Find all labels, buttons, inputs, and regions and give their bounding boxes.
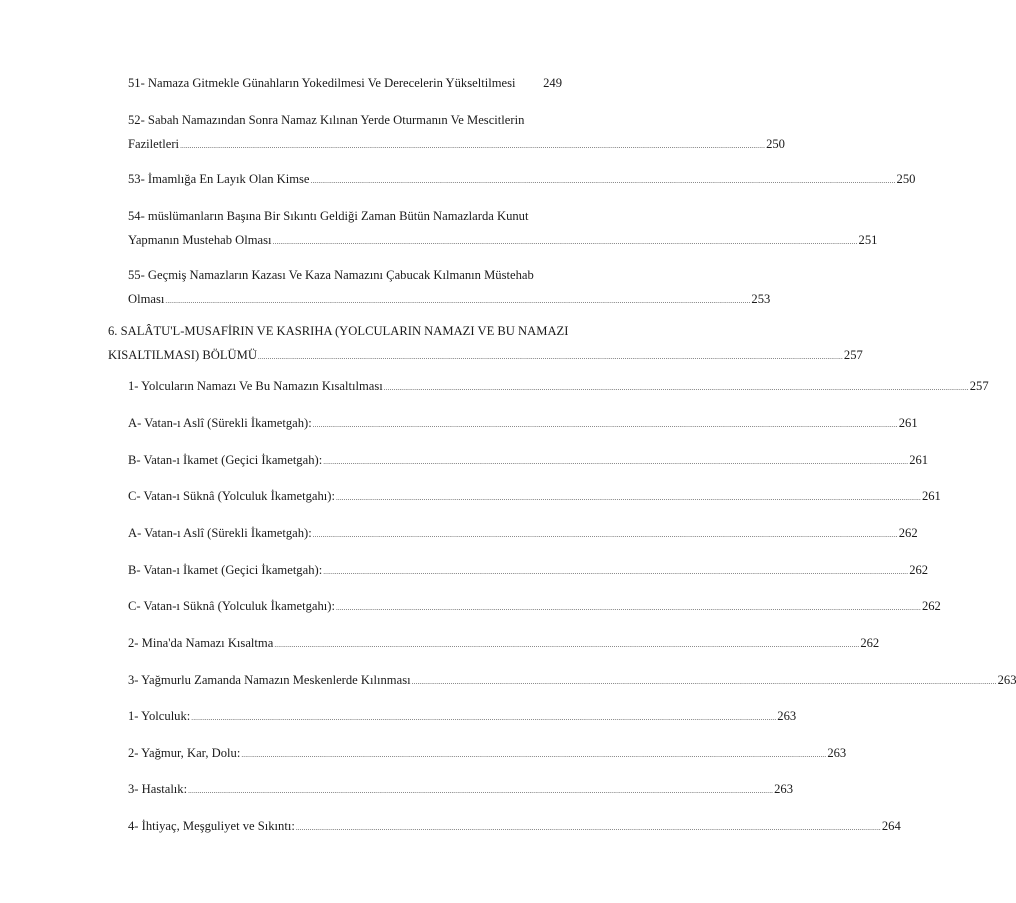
dot-leader: ............................................................................................................................................................................................................................................................................................................ — [335, 494, 921, 502]
toc-entry[interactable] — [128, 817, 901, 837]
toc-entry[interactable] — [128, 377, 989, 397]
toc-entry-title: 2- Yağmur, Kar, Dolu: — [128, 746, 241, 760]
toc-entry-title: C- Vatan-ı Süknâ (Yolculuk İkametgahı): — [128, 489, 335, 503]
toc-entry-page: 261 — [909, 453, 929, 467]
toc-entry[interactable] — [128, 414, 918, 434]
toc-entry[interactable] — [128, 74, 562, 92]
toc-entry-title: 3- Yağmurlu Zamanda Namazın Meskenlerde Kılınması — [128, 673, 411, 687]
toc-entry[interactable] — [128, 487, 941, 507]
toc-entry-page: 262 — [921, 599, 941, 613]
toc-entry-title: 52- Sabah Namazından Sonra Namaz Kılınan Yerde Oturmanın Ve Mescitlerin — [128, 113, 525, 127]
toc-entry[interactable] — [128, 780, 793, 800]
toc-entry[interactable] — [128, 744, 847, 764]
toc-entry[interactable] — [128, 451, 929, 471]
toc-entry-page: 263 — [774, 782, 793, 796]
toc-entry-title: 1- Yolcuların Namazı Ve Bu Namazın Kısaltılması — [128, 379, 383, 393]
toc-entry-page: 262 — [909, 563, 929, 577]
toc-entry-title-cont: Yapmanın Mustehab Olması — [128, 233, 272, 247]
toc-chapter-entry[interactable] — [108, 322, 863, 366]
dot-leader: ............................................................................................................................................................................................................................................................................................................ — [310, 177, 896, 185]
dot-leader: ............................................................................................................................................................................................................................................................................................................ — [274, 641, 860, 649]
toc-entry-page: 250 — [896, 172, 916, 186]
toc-entry[interactable] — [128, 671, 1016, 691]
dot-leader: ............................................................................................................................................................................................................................................................................................................ — [335, 604, 921, 612]
toc-entry[interactable] — [128, 170, 916, 190]
dot-leader: ............................................................................................................................................................................................................................................................................................................ — [312, 531, 898, 539]
toc-entry[interactable] — [128, 111, 785, 155]
toc-entry-title: 2- Mina'da Namazı Kısaltma — [128, 636, 274, 650]
toc-entry-page: 251 — [858, 233, 878, 247]
toc-entry-title: B- Vatan-ı İkamet (Geçici İkametgah): — [128, 453, 323, 467]
toc-entry-title: 53- İmamlığa En Layık Olan Kimse — [128, 172, 310, 186]
toc-entry-title: C- Vatan-ı Süknâ (Yolculuk İkametgahı): — [128, 599, 335, 613]
dot-leader: ............................................................................................................................................................................................................................................................................................................ — [180, 142, 766, 150]
toc-entry[interactable] — [128, 707, 797, 727]
toc-entry-title: 54- müslümanların Başına Bir Sıkıntı Geldiği Zaman Bütün Namazlarda Kunut — [128, 209, 529, 223]
toc-chapter-title-cont: KISALTILMASI) BÖLÜMÜ — [108, 348, 257, 362]
toc-entry[interactable] — [128, 266, 771, 310]
dot-leader: ............................................................................................................................................................................................................................................................................................................ — [323, 568, 909, 576]
dot-leader: ............................................................................................................................................................................................................................................................................................................ — [188, 787, 774, 795]
toc-entry-page: 257 — [843, 348, 863, 362]
toc-entry-page: 263 — [997, 673, 1016, 687]
dot-leader: ............................................................................................................................................................................................................................................................................................................ — [411, 678, 997, 686]
dot-leader: ............................................................................................................................................................................................................................................................................................................ — [272, 238, 858, 246]
toc-entry-page: 261 — [898, 416, 918, 430]
toc-entry-title: A- Vatan-ı Aslî (Sürekli İkametgah): — [128, 526, 312, 540]
toc-entry-title: 1- Yolculuk: — [128, 709, 191, 723]
dot-leader: ............................................................................................................................................................................................................................................................................................................ — [295, 824, 881, 832]
toc-entry-page: 257 — [969, 379, 989, 393]
toc-entry[interactable] — [128, 597, 941, 617]
toc-entry-page: 261 — [921, 489, 941, 503]
toc-entry-title-cont: Olması — [128, 292, 165, 306]
dot-leader: ............................................................................................................................................................................................................................................................................................................ — [312, 421, 898, 429]
dot-leader: ............................................................................................................................................................................................................................................................................................................ — [383, 384, 969, 392]
toc-entry[interactable] — [128, 207, 878, 251]
toc-entry-title-cont: Faziletleri — [128, 137, 180, 151]
toc-entry[interactable] — [128, 634, 880, 654]
toc-entry-page: 250 — [766, 137, 785, 151]
toc-entry-title: B- Vatan-ı İkamet (Geçici İkametgah): — [128, 563, 323, 577]
toc-entry-page: 263 — [777, 709, 797, 723]
dot-leader: ............................................................................................................................................................................................................................................................................................................ — [257, 353, 843, 361]
toc-entry-page: 262 — [860, 636, 880, 650]
dot-leader: ............................................................................................................................................................................................................................................................................................................ — [323, 458, 909, 466]
toc-entry-page: 264 — [881, 819, 901, 833]
toc-entry-title: 3- Hastalık: — [128, 782, 188, 796]
toc-entry-title: 4- İhtiyaç, Meşguliyet ve Sıkıntı: — [128, 819, 295, 833]
toc-entry-title: 51- Namaza Gitmekle Günahların Yokedilmesi Ve Derecelerin Yükseltilmesi — [128, 76, 516, 90]
toc-entry[interactable] — [128, 524, 918, 544]
toc-entry-title: 55- Geçmiş Namazların Kazası Ve Kaza Namazını Çabucak Kılmanın Müstehab — [128, 268, 534, 282]
dot-leader: ............................................................................................................................................................................................................................................................................................................ — [241, 751, 827, 759]
dot-leader: ............................................................................................................................................................................................................................................................................................................ — [191, 714, 777, 722]
toc-entry-page: 262 — [898, 526, 918, 540]
toc-entry[interactable] — [128, 561, 929, 581]
toc-entry-page: 249 — [543, 76, 562, 90]
toc-entry-title: A- Vatan-ı Aslî (Sürekli İkametgah): — [128, 416, 312, 430]
toc-chapter-title: 6. SALÂTU'L-MUSAFİRIN VE KASRIHA (YOLCULARIN NAMAZI VE BU NAMAZI — [108, 324, 569, 338]
toc-entry-page: 263 — [827, 746, 847, 760]
dot-leader: ............................................................................................................................................................................................................................................................................................................ — [165, 297, 751, 305]
toc-entry-page: 253 — [751, 292, 771, 306]
